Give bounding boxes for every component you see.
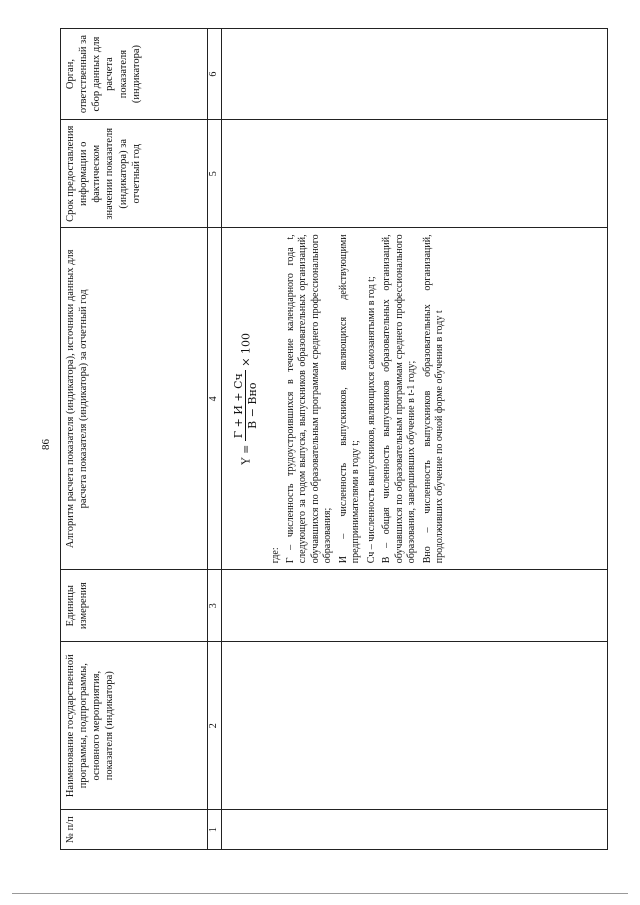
column-number: 1 [208, 810, 222, 850]
column-number: 3 [208, 570, 222, 642]
header-col-6: Орган, ответственный за сбор данных для расчета показателя (индикатора) [61, 29, 208, 120]
definition-item: В – общая численность выпускников образовательных организаций, обучавшихся по образовательным программам среднего профессионального образования, завершивших обучение в t-1 году; [381, 234, 417, 564]
definition-item: Вно – численность выпускников образовательных организаций, продолживших обучение по очной форме обучения в году t [421, 234, 445, 564]
formula-tail: × 100 [238, 332, 252, 367]
formula-left: Y [238, 457, 252, 465]
scan-bottom-line [12, 893, 628, 894]
where-label: где: [270, 547, 281, 564]
header-col-5: Срок предоставления информации о фактическом значении показателя (индикатора) за отчетный год [61, 120, 208, 228]
algorithm-cell [221, 228, 608, 570]
cell-empty [221, 120, 608, 228]
rotated-table-container [60, 28, 608, 850]
formula-numerator: Г + И + Сч [232, 370, 247, 441]
header-col-2: Наименование государственной программы, подпрограммы, основного мероприятия, показателя (индикатора) [61, 642, 208, 810]
formula-fraction [232, 370, 261, 441]
cell-empty [221, 642, 608, 810]
cell-empty [221, 570, 608, 642]
definition-item: Г – численность трудоустроившихся в течение календарного года t, следующего за годом выпуска, выпускников образовательных организаций, обучавшихся по образовательным программам среднего профессионального образования; [284, 234, 333, 564]
header-col-4: Алгоритм расчета показателя (индикатора), источники данных для расчета показателя (индикатора) за отчетный год [61, 228, 208, 570]
formula-denominator: В − Вно [246, 382, 260, 429]
column-number: 2 [208, 642, 222, 810]
column-number: 5 [208, 120, 222, 228]
definition-item: И – численность выпускников, являющихся действующими предпринимателями в году t; [337, 234, 361, 564]
header-col-1: № п/п [61, 810, 208, 850]
cell-empty [221, 810, 608, 850]
column-number-row [208, 29, 222, 850]
cell-empty [221, 29, 608, 120]
header-col-3: Единицы измерения [61, 570, 208, 642]
indicator-table [60, 28, 608, 850]
formula: Y = Г + И + Сч В − Вно × 100 [231, 332, 260, 465]
header-row [61, 29, 208, 850]
definition-item: Сч – численность выпускников, являющихся самозанятыми в год t; [365, 276, 377, 564]
column-number: 6 [208, 29, 222, 120]
page-number: 86 [40, 439, 52, 450]
table-row [221, 29, 608, 850]
column-number: 4 [208, 228, 222, 570]
